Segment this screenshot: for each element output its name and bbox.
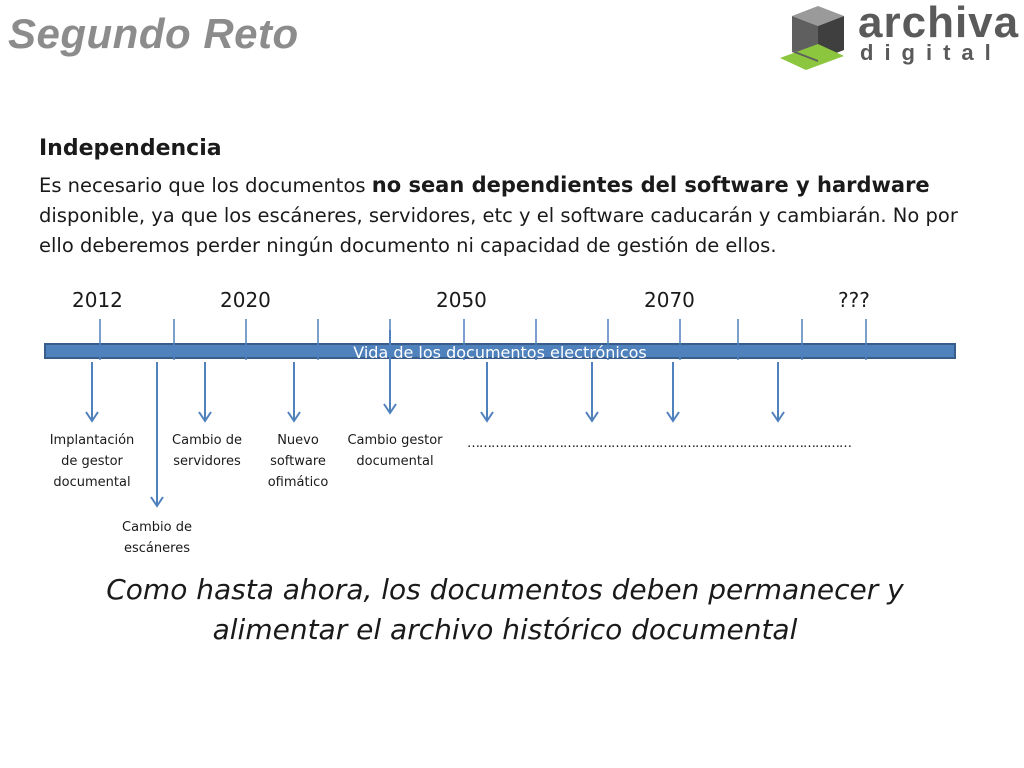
cube-icon [778, 4, 858, 70]
event-label-servidores: Cambio de servidores [172, 433, 242, 469]
slide-title: Segundo Reto [8, 10, 299, 57]
paragraph-rest: disponible, ya que los escáneres, servidores, etc y el software caducarán y cambiarán. No por ello deberemos perder ningún documento ni capacidad de gestión de ellos. [39, 204, 958, 257]
section-heading: Independencia [39, 136, 222, 161]
ellipsis-line: …………………………………………………………………………………… [467, 436, 851, 451]
logo-word-archiva: archiva [858, 0, 1020, 47]
year-2050: 2050 [436, 288, 487, 312]
closing-quote: Como hasta ahora, los documentos deben permanecer y alimentar el archivo histórico documental [106, 573, 904, 646]
year-2070: 2070 [644, 288, 695, 312]
paragraph-intro: Es necesario que los documentos [39, 174, 372, 197]
timeline-graphics [0, 300, 1024, 520]
paragraph-emphasis: no sean dependientes del software y hardware [371, 173, 930, 197]
event-label-escaneres: Cambio de escáneres [122, 520, 192, 556]
event-label-cambio-gestor: Cambio gestor documental [347, 433, 443, 469]
event-label-ofimatico: Nuevo software ofimático [267, 433, 329, 490]
year-2012: 2012 [72, 288, 123, 312]
year-2020: 2020 [220, 288, 271, 312]
archiva-logo [778, 0, 1020, 70]
body-paragraph [39, 170, 979, 261]
timeline-bar-label: Vida de los documentos electrónicos [353, 343, 647, 362]
year-unknown: ??? [838, 288, 870, 312]
logo-word-digital: digital [860, 40, 1002, 65]
event-label-gestor: Implantación de gestor documental [49, 433, 135, 490]
